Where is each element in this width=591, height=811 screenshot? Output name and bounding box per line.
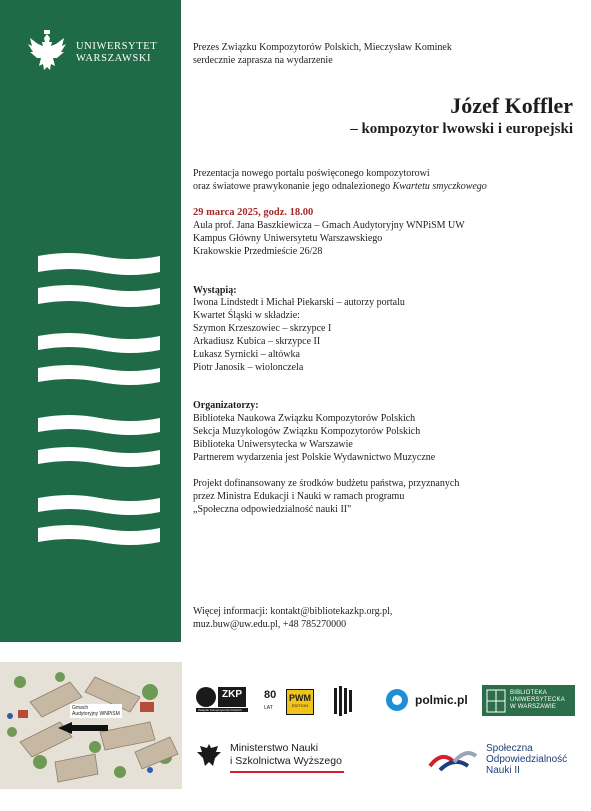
map-label-line1: Gmach — [72, 705, 89, 711]
university-name-line1: UNIWERSYTET — [76, 41, 158, 52]
funding-line2: przez Ministra Edukacji i Nauki w ramach programu — [193, 491, 405, 502]
contact-line1: Więcej informacji: kontakt@bibliotekazkp.org.pl, — [193, 606, 393, 617]
buw-line2: UNIWERSYTECKA — [510, 697, 565, 703]
son-line2: Odpowiedzialność — [486, 754, 568, 765]
campus-map — [0, 662, 182, 789]
intro-line1: Prezentacja nowego portalu poświęconego kompozytorowi — [193, 168, 430, 179]
performer-item: Piotr Janosik – wiolonczela — [193, 362, 304, 373]
organizers-heading: Organizatorzy: — [193, 400, 259, 411]
map-venue-label — [70, 704, 122, 718]
buw-logo — [482, 685, 575, 716]
pwm-text: PWM — [289, 693, 311, 703]
library-bars-logo — [332, 686, 354, 716]
invite-line1: Prezes Związku Kompozytorów Polskich, Mieczysław Kominek — [193, 42, 452, 53]
green-side-panel — [0, 0, 181, 642]
campus-map-drawing — [0, 662, 182, 789]
zkp-subtitle: Związek Kompozytorów Polskich — [198, 708, 242, 712]
funding-line1: Projekt dofinansowany ze środków budżetu państwa, przyznanych — [193, 478, 460, 489]
bars-icon — [332, 686, 354, 716]
event-subtitle: – kompozytor lwowski i europejski — [350, 121, 573, 137]
pwm-80: 80 — [264, 689, 277, 701]
funding-line3: „Społeczna odpowiedzialność nauki II" — [193, 504, 352, 515]
pwm-badge — [286, 689, 314, 715]
eagle-emblem-icon — [26, 30, 68, 76]
son-book-icon — [428, 746, 478, 776]
performer-item: Arkadiusz Kubica – skrzypce II — [193, 336, 321, 347]
venue-line1: Aula prof. Jana Baszkiewicza – Gmach Audytoryjny WNPiSM UW — [193, 220, 465, 231]
intro-line2 — [193, 181, 487, 193]
university-logo — [26, 30, 166, 80]
footer-logos — [0, 652, 591, 811]
performers-heading: Wystąpią: — [193, 285, 237, 296]
decorative-waves — [0, 250, 181, 550]
polmic-icon — [385, 688, 409, 712]
intro-line2-text: oraz światowe prawykonanie jego odnalezionego — [193, 181, 393, 192]
ministry-eagle-icon — [196, 742, 222, 774]
polmic-text: polmic.pl — [415, 693, 468, 707]
map-label-line2: Audytoryjny WNPiSM — [72, 711, 120, 717]
son-line3: Nauki II — [486, 765, 520, 776]
performer-item: Iwona Lindstedt i Michał Piekarski – autorzy portalu — [193, 297, 405, 308]
ministry-line2: i Szkolnictwa Wyższego — [230, 755, 342, 767]
invite-line2: serdecznie zaprasza na wydarzenie — [193, 55, 333, 66]
buw-book-icon — [486, 689, 506, 713]
pwm-lat: LAT — [264, 705, 273, 711]
performer-item: Szymon Krzeszowiec – skrzypce I — [193, 323, 332, 334]
organizer-item: Sekcja Muzykologów Związku Kompozytorów Polskich — [193, 426, 421, 437]
buw-line1: BIBLIOTEKA — [510, 690, 548, 696]
intro-quartet-title: Kwartetu smyczkowego — [392, 181, 487, 192]
contact-line2: muz.buw@uw.edu.pl, +48 785270000 — [193, 619, 347, 630]
performer-item: Łukasz Syrnicki – altówka — [193, 349, 300, 360]
venue-line2: Kampus Główny Uniwersytetu Warszawskiego — [193, 233, 383, 244]
performer-item: Kwartet Śląski w składzie: — [193, 310, 300, 321]
venue-line3: Krakowskie Przedmieście 26/28 — [193, 246, 323, 257]
ministry-line1: Ministerstwo Nauki — [230, 742, 319, 754]
organizer-item: Partnerem wydarzenia jest Polskie Wydawnictwo Muzyczne — [193, 452, 436, 463]
university-name-line2: WARSZAWSKI — [76, 53, 152, 64]
pwm-edition: EDITION — [291, 703, 309, 708]
zkp-logo — [196, 685, 248, 713]
ministry-red-rule — [230, 771, 344, 773]
organizer-item: Biblioteka Naukowa Związku Kompozytorów Polskich — [193, 413, 416, 424]
pwm-logo — [260, 689, 320, 717]
event-title: Józef Koffler — [450, 93, 573, 118]
zkp-text: ZKP — [222, 689, 242, 700]
ministry-logo — [196, 740, 356, 780]
son-logo — [428, 740, 578, 780]
polmic-logo — [385, 688, 475, 714]
son-line1: Społeczna — [486, 743, 533, 754]
event-date: 29 marca 2025, godz. 18.00 — [193, 207, 314, 218]
organizer-item: Biblioteka Uniwersytecka w Warszawie — [193, 439, 353, 450]
buw-line3: W WARSZAWIE — [510, 704, 557, 710]
